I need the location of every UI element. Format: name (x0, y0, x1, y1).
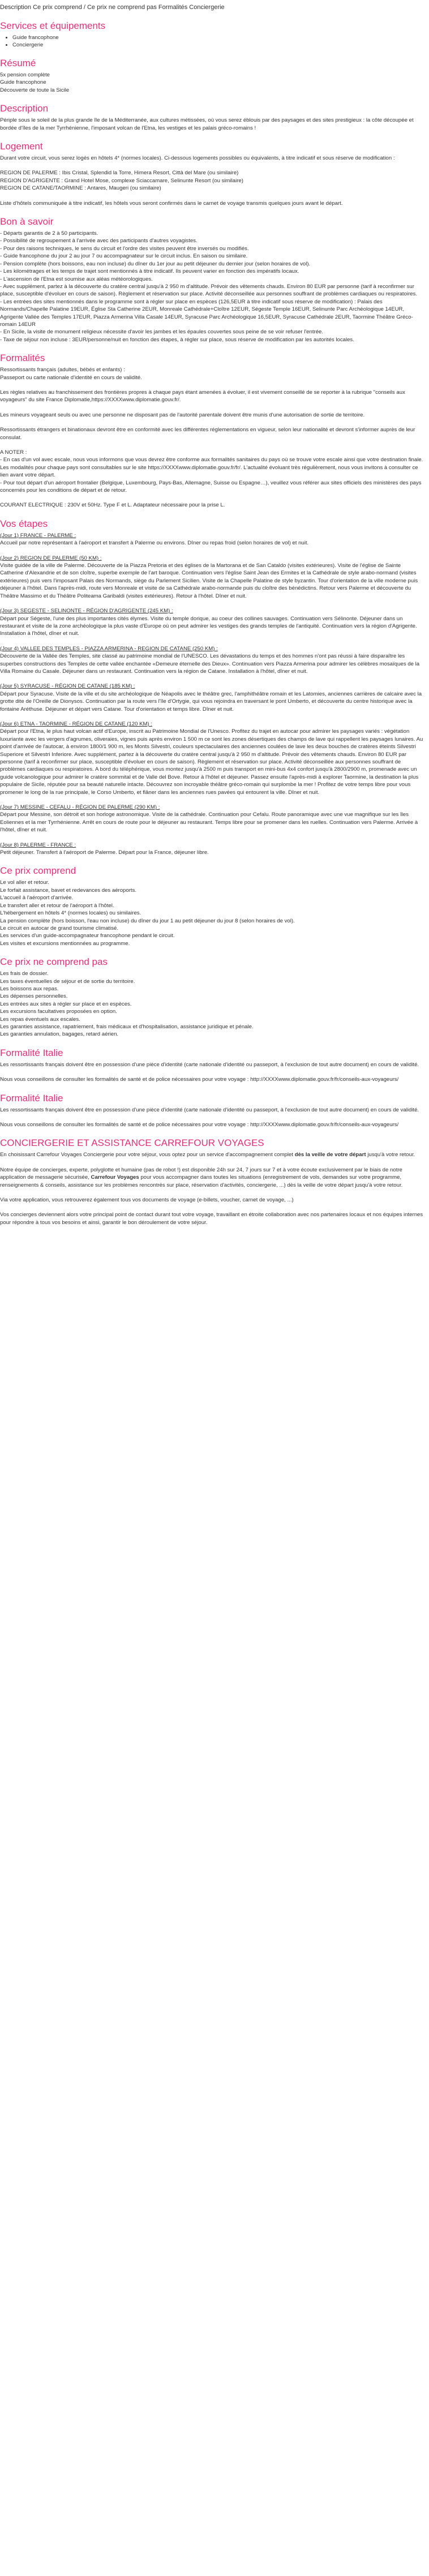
list-item: Les boissons aux repas. (0, 985, 59, 992)
list-item: - Avec supplément, partez à la découverte du cratère central jusqu'à 2 950 m d'altitude. Prévoir des vêtements chauds. Environ 80 EUR par personne (tarif à reconfirmer sur place, susceptible d'évoluer en cours de saison). Règlement et réservation sur place. Activité déconseillée aux personnes souffrant de problèmes cardiaques ou respiratoires. (0, 283, 418, 298)
list-item: - En Sicile, la visite de monument religieux nécessite d'avoir les jambes et les épaules couvertes sous peine de se voir refuser l'entrée. (0, 329, 324, 336)
list-item: - Les entrées des sites mentionnés dans le programme sont à régler sur place en espèces (126,5EUR à titre indicatif sous réserve de modification) : Palais des Normands/Chapelle Palatine 19EUR, Église Sta Catherine 2EUR, Monreale Cathédrale+Cloître 12EUR, Ségeste Temple 16EUR, Selinunte Parc Archéologique 14EUR, Agrigente Vallée des Temples 17EUR, Piazza Armerina Villa Casale 14EUR, Syracuse Parc Archéologique 16,5EUR, Syracuse Cathédrale 2EUR, Taormine Théâtre Gréco-romain 14EUR (0, 298, 413, 328)
list-item: Découverte de toute la Sicile (0, 87, 70, 93)
day-heading: (Jour 4) VALLEE DES TEMPLES - PIAZZA ARMERINA - REGION DE CATANE (250 KM) : (0, 645, 218, 652)
services-list (0, 34, 426, 49)
formalite-italie-title: Formalité Italie (0, 1092, 63, 1104)
formalites-title: Formalités (0, 353, 45, 364)
logement-intro: Durant votre circuit, vous serez logés en hôtels 4* (normes locales). Ci-dessous logements possibles ou équivalents, à titre indicatif et sous réserve de modification : (0, 155, 395, 162)
formalite-italie-text: Nous vous conseillons de consulter les formalités de santé et de police nécessaires pour votre voyage : http://XXXXwww.diplomatie.gouv.fr/fr/conseils-aux-voyageurs/ (0, 1122, 399, 1128)
list-item: • Guide francophone (12, 34, 426, 41)
list-item: Le transfert aller et retour de l'aéroport à l'hôtel. (0, 902, 114, 909)
logement-note: Liste d'hôtels communiquée à titre indicatif, les hôtels vous seront confirmés dans le carnet de voyage transmis quelques jours avant le départ. (0, 200, 343, 207)
conciergerie-text-part: pour vous accompagner dans toutes les situations (enregistrement de vols, demandes sur votre programme, renseignements & conseils, assistance sur les problèmes rencontrés sur place, réservation d'activités, conciergerie, ...) dès la veille de votre départ jusqu'à votre retour. (0, 1174, 403, 1188)
formalites-line: Ressortissants français (adultes, bébés et enfants) : (0, 367, 125, 373)
resume-list (0, 71, 426, 94)
formalite-italie-text: Les ressortissants français doivent être en possession d'une pièce d'identité (carte nationale d'identité ou passeport, à l'exclusion de tout autre document) en cours de validité. (0, 1061, 419, 1068)
breadcrumb-separator: / (83, 4, 85, 11)
vos-etapes-title: Vos étapes (0, 518, 48, 529)
conciergerie-text (0, 1151, 426, 1158)
ce-prix-ne-comprend-pas-title: Ce prix ne comprend pas (0, 956, 108, 968)
list-item: Les excursions facultatives proposées en option. (0, 1008, 117, 1015)
day-heading: (Jour 6) ETNA - TAORMINE - RÉGION DE CATANE (120 KM) : (0, 720, 153, 727)
resume-title: Résumé (0, 58, 36, 68)
formalite-italie-text: Nous vous conseillons de consulter les formalités de santé et de police nécessaires pour votre voyage : http://XXXXwww.diplomatie.gouv.fr/fr/conseils-aux-voyageurs/ (0, 1076, 399, 1083)
logement-region: REGION DE PALERME : Ibis Cristal, Splendid la Torre, Himera Resort, Città del Mare (ou similaire) (0, 170, 239, 177)
logement-region: REGION D'AGRIGENTE : Grand Hotel Mose, complexe Sciaccamare, Selinunte Resort (ou similaire) (0, 177, 243, 184)
formalites-line: Ressortissants étrangers et binationaux devront être en conformité avec les différentes réglementations en vigueur, selon leur nationalité et devront s'informer auprès de leur consulat. (0, 427, 415, 441)
bon-a-savoir-title: Bon à savoir (0, 216, 54, 227)
breadcrumb (0, 3, 426, 11)
day-heading: (Jour 1) FRANCE - PALERME : (0, 532, 76, 539)
list-item: Les visites et excursions mentionnées au programme. (0, 940, 130, 947)
list-item: • Conciergerie (12, 41, 426, 49)
list-item: - Possibilité de regroupement à l'arrivée avec des participants d'autres voyagistes. (0, 238, 198, 244)
bon-a-savoir-list (0, 230, 426, 344)
conciergerie-emphasis: Carrefour Voyages (91, 1174, 139, 1181)
list-item: Les garanties assistance, rapatriement, frais médicaux et d'hospitalisation, assistance juridique et pénale. (0, 1023, 254, 1030)
list-item: Les garanties annulation, bagages, retard aérien. (0, 1031, 119, 1038)
formalites-note-heading: A NOTER : (0, 449, 27, 456)
list-item: Les repas éventuels aux escales. (0, 1016, 80, 1023)
formalites-line: Les mineurs voyageant seuls ou avec une personne ne disposant pas de l'autorité parentale doivent être munis d'une autorisation de sortie de territoire. (0, 411, 365, 418)
description-title: Description (0, 103, 49, 114)
ce-prix-comprend-list (0, 879, 426, 947)
list-item: - Pension complète (hors boissons, eau non incluse) du dîner du 1er jour au petit déjeuner du dernier jour (selon horaires de vol). (0, 260, 311, 267)
day-heading: (Jour 7) MESSINE - CEFALU - RÉGION DE PALERME (290 KM) : (0, 804, 160, 811)
day-text: Départ pour l'Etna, le plus haut volcan actif d'Europe, inscrit au Patrimoine Mondial de l'Unesco. Profitez du trajet en autocar pour admirer les paysages variés : végétation luxuriante avec les vergers d'agrumes, oliveraies, vignes puis après environ 1 500 m ce sont les zones désertiques des champs de lave qui rappellent les paysages lunaires. Au point d'arrivée de l'autocar, à environ 1800/1 900 m, les Monts Silvestri, couleurs spectaculaires des anciennes coulées de lave les deux bouches de cratères éteints Silvestri Superiore et Silvestri Inferiore. Avec supplément, partez à la découverte du cratère central jusqu'à 2 950 m d'altitude. Prévoir des vêtements chauds. Environ 80 EUR par personne (tarif à reconfirmer sur place, susceptible d'évoluer en cours de saison). Règlement et réservation sur place. Activité déconseillée aux personnes souffrant de problèmes cardiaques ou respiratoires. A bord du téléphérique, vous montez jusqu'à 2500 m puis transport en mini-bus 4x4 confort jusqu'à 2800/2900 m, promenade avec un guide volcanologique pour admirer le cratère sommital et de Valle del Bove. Retour à l'hôtel et déjeuner. Passez ensuite l'après-midi à explorer Taormine, la destination la plus populaire de Sicile, réputée pour sa beauté naturelle intacte. Découvrez son incroyable théâtre gréco-romain qui surplombe la mer ! Profitez de votre temps libre pour vous promener le long de la rue principale, le Corso Umberto, et flâner dans les anciennes rues pavées qui entourent la ville. Dîner et nuit. (0, 728, 423, 796)
conciergerie-text (0, 1166, 426, 1189)
logement-region: REGION DE CATANE/TAORMINE : Antares, Maugeri (ou similaire) (0, 185, 161, 192)
ce-prix-comprend-title: Ce prix comprend (0, 865, 76, 877)
ce-prix-ne-comprend-pas-list (0, 970, 426, 1038)
list-item: Le vol aller et retour. (0, 879, 49, 886)
list-item: Guide francophone (0, 79, 46, 86)
day-heading: (Jour 8) PALERME - FRANCE : (0, 842, 76, 848)
list-item: - Les kilométrages et les temps de trajet sont mentionnés à titre indicatif. Ils peuvent varier en fonction des impératifs locaux. (0, 268, 299, 275)
day-list (0, 532, 426, 857)
list-item: L'hébergement en hôtels 4* (normes locales) ou similaires. (0, 910, 141, 917)
formalites-line: Passeport ou carte nationale d'identité en cours de validité. (0, 374, 142, 381)
formalites-line: COURANT ELECTRIQUE : 230V et 50Hz. Type F et L. Adaptateur nécessaire pour la prise L. (0, 502, 225, 509)
conciergerie-text-part: Notre équipe de concierges, experte, polyglotte et humaine (pas de robot !) est disponible 24h sur 24, 7 jours sur 7 et à votre écoute exclusivement par le biais de notre application de messagerie sécurisée, (0, 1166, 402, 1181)
formalites-line: Les règles relatives au franchissement des frontières propres à chaque pays étant amenées à évoluer, il est vivement conseillé de se reporter à la rubrique "conseils aux voyageurs" du site France Diplomatie,https://XXXXwww.diplomatie.gouv.fr/. (0, 389, 405, 403)
day-text: Départ pour Messine, son détroit et son horloge astronomique. Visite de la cathédrale. Continuation pour Cefalu. Route panoramique avec une vue magnifique sur les îles Eoliennes et la mer Tyrrhénienne. Arrêt en cours de route pour le déjeuner au restaurant. Temps libre pour se promener dans les ruelles. Continuation vers Palerme. Arrivée à l'hôtel, dîner et nuit. (0, 812, 418, 834)
list-item: Les taxes éventuelles de séjour et de sortie du territoire. (0, 978, 135, 985)
formalites-line: Les modalités pour chaque pays sont consultables sur le site https://XXXXwww.diplomatie.gouv.fr/fr/. L'actualité évoluant très régulièrement, nous vous invitons à consulter ce lien avant votre départ. (0, 464, 418, 479)
conciergerie-text-part: En choisissant Carrefour Voyages Conciergerie pour votre séjour, vous optez pour un service d'accompagnement complet (0, 1152, 295, 1158)
formalite-italie-text: Les ressortissants français doivent être en possession d'une pièce d'identité (carte nationale d'identité ou passeport, à l'exclusion de tout autre document) en cours de validité. (0, 1106, 419, 1113)
page (0, 0, 429, 1232)
day-text: Visite guidée de la ville de Palerme. Découverte de la Piazza Pretoria et des églises de la Martorana et de San Cataldo (visites extérieures). Visite de l'église de Sainte Catherine d'Alexandrie et de son cloître, superbe exemple de l'art baroque. Continuation vers l'église Saint Jean des Ermites et la Cathédrale de style arabo-normand (visites extérieures) puis vers l'imposant Palais des Normands, siège du Parlement Sicilien. Visite de la Chapelle Palatine de style byzantin. Tour d'orientation de la ville moderne puis déjeuner à l'hôtel. Dans l'après-midi, route vers Monreale et visite de sa Cathédrale arabo-normande puis du cloître des bénédictins. Retour vers Palerme et découverte du Théâtre Massimo et du Théâtre Politeama Garibaldi (visites extérieures). Retour à l'hôtel. Dîner et nuit. (0, 563, 418, 599)
breadcrumb-link-formalites[interactable]: Ce prix ne comprend pas Formalités Conciergerie (87, 4, 225, 11)
formalites-line: - Pour tout départ d'un aéroport frontalier (Belgique, Luxembourg, Pays-Bas, Allemagne, Suisse ou Espagne…), veuillez vous référer aux sites officiels des ministères des pays concernés pour les conditions de départ et de retour. (0, 479, 422, 494)
logement-title: Logement (0, 141, 43, 152)
list-item: Les dépenses personnelles. (0, 993, 68, 1000)
day-text: Accueil par notre représentant à l'aéroport et transfert à Palerme ou environs. Dîner ou repas froid (selon horaires de vol) et nuit. (0, 540, 309, 547)
list-item: Les entrées aux sites à régler sur place et en espèces. (0, 1001, 132, 1007)
day-text: Petit déjeuner. Transfert à l'aéroport de Palerme. Départ pour la France, déjeuner libre. (0, 849, 209, 856)
description-text: Périple sous le soleil de la plus grande île de la Méditerranée, aux cultures métissées, où vous serez éblouis par des paysages et des sites prestigieux : la côte découpée et bordée d'îles de la mer Tyrrhénienne, l'imposant volcan de l'Etna, les vestiges et les palais gréco-romains ! (0, 117, 414, 131)
conciergerie-text-part: jusqu'à votre retour. (366, 1152, 415, 1158)
list-item: - L'ascension de l'Etna est soumise aux aléas météorologiques. (0, 276, 153, 282)
list-item: - Pour des raisons techniques, le sens du circuit et l'ordre des visites peuvent être inversés ou modifiés. (0, 245, 249, 252)
conciergerie-title: CONCIERGERIE ET ASSISTANCE CARREFOUR VOYAGES (0, 1137, 264, 1149)
day-text: Départ pour Syracuse. Visite de la ville et du site archéologique de Néapolis avec le théâtre grec, l'amphithéâtre romain et les Latomies, anciennes carrières de calcaire avec la grotte dite de l'Oreille de Dionysos. Continuation par la route vers l'île d'Ortygie, qui vous rejoindra en traversant le pont Umberto, et découverte du centre historique avec la fontaine Aréthuse. Déjeuner et départ vers Catane. Tour d'orientation et temps libre. Dîner et nuit. (0, 690, 422, 712)
day-heading: (Jour 5) SYRACUSE - RÉGION DE CATANE (185 KM) : (0, 683, 135, 690)
formalite-italie-title: Formalité Italie (0, 1047, 63, 1058)
day-text: Départ pour Ségeste, l'une des plus importantes cités élymes. Visite du temple dorique, au coeur des collines sauvages. Continuation vers Sélinonte. Déjeuner dans un restaurant et visite de la zone archéologique la plus vaste d'Europe où on peut admirer les vestiges des grands temples de l'antiquité. Continuation vers la région d'Agrigente. Installation à l'hôtel, dîner et nuit. (0, 615, 417, 637)
list-item: La pension complète (hors boisson, l'eau non incluse) du dîner du jour 1 au petit déjeuner du jour 8 (selon horaires de vol). (0, 917, 295, 924)
services-title: Services et équipements (0, 20, 106, 31)
list-item: - Taxe de séjour non incluse : 3EUR/personne/nuit en fonction des étapes, à régler sur place, sous réserve de modification par les autorités locales. (0, 336, 354, 343)
day-heading: (Jour 3) SEGESTE - SELINONTE - RÉGION D'AGRIGENTE (245 KM) : (0, 608, 173, 615)
conciergerie-text: Vos concierges deviennent alors votre principal point de contact durant tout votre voyage, travaillant en étroite collaboration avec nos partenaires locaux et nos équipes internes pour répondre à tous vos besoins et ainsi, garantir le bon déroulement de votre séjour. (0, 1212, 423, 1226)
formalites-line: - En cas d'un vol avec escale, nous vous informons que vous devrez être conforme aux formalités sanitaires du pays où se trouve votre escale ainsi que votre destination finale. (0, 457, 423, 463)
list-item: Les services d'un guide-accompagnateur francophone pendant le circuit. (0, 933, 175, 939)
list-item: Le circuit en autocar de grand tourisme climatisé. (0, 925, 119, 931)
list-item: - Départs garantis de 2 à 50 participants. (0, 230, 98, 237)
list-item: L'accueil à l'aéroport d'arrivée. (0, 895, 74, 901)
conciergerie-emphasis: dès la veille de votre départ (294, 1152, 366, 1158)
day-text: Découverte de la Vallée des Temples, site classé au patrimoine mondial de l'UNESCO. Les dévastations du temps et des hommes n'ont pas réussi à faire disparaître les superbes constructions des Temples de cette vallée enchantée «Demeure éternelle des Dieux». Continuation vers Piazza Armerina pour admirer les célèbres mosaïques de la Villa Romaine du Casale. Déjeuner dans un restaurant. Continuation vers la région de Catane. Installation à l'hôtel, dîner et nuit. (0, 653, 420, 675)
list-item: 5x pension complète (0, 72, 50, 78)
list-item: Le forfait assistance, bavet et redevances des aéroports. (0, 887, 137, 894)
list-item: - Guide francophone du jour 2 au jour 7 ou accompagnateur sur le circuit inclus. En saison ou similaire. (0, 253, 248, 260)
day-heading: (Jour 2) REGION DE PALERME (50 KM) : (0, 555, 102, 561)
breadcrumb-link-description[interactable]: Description Ce prix comprend (0, 4, 82, 11)
list-item: Les frais de dossier. (0, 971, 49, 977)
conciergerie-text: Via votre application, vous retrouverez également tous vos documents de voyage (e-billets, voucher, carnet de voyage, ...) (0, 1197, 294, 1204)
